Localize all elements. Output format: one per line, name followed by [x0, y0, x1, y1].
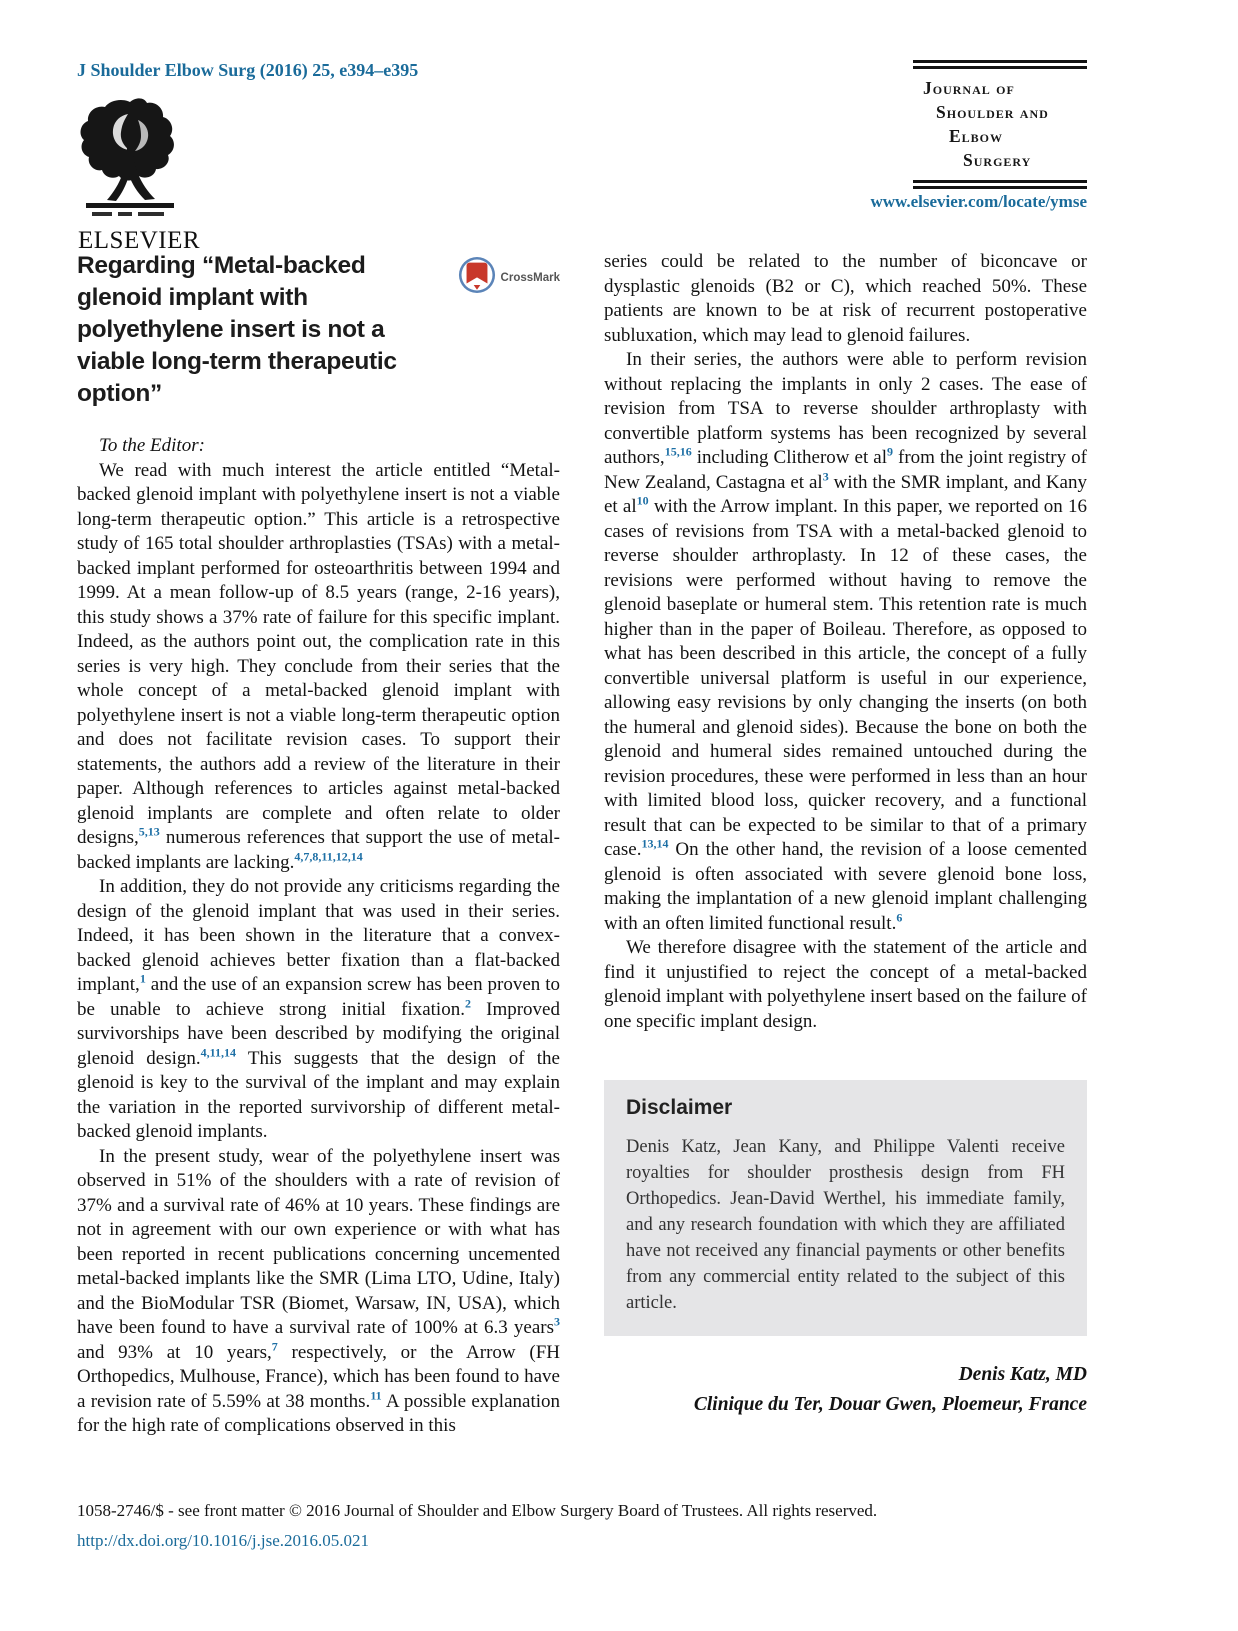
journal-name-line: Surgery — [963, 150, 1032, 170]
reference-link[interactable]: 2 — [464, 996, 471, 1011]
reference-link[interactable]: 9 — [887, 444, 893, 459]
article-body — [77, 250, 1087, 1439]
masthead-bottom-rule — [913, 180, 1087, 189]
salutation: To the Editor: — [99, 435, 205, 456]
left-column — [77, 250, 560, 1439]
paragraph: In addition, they do not provide any criticisms regarding the design of the glenoid implant that was used in their series. Indeed, it has been shown in the literature that a convex-backed glenoid achieves better fixation than a flat-backed implant,$^1$ and the use of an expansion screw has been proven to be unable to achieve strong initial fixation.$^2$ Improved survivorships have been described by modifying the original glenoid design.$^{4,11,14}$ This suggests that the design of the glenoid is key to the survival of the implant and may explain the variation in the reported survivorship of different metal-backed glenoid implants. — [77, 876, 560, 1142]
crossmark-icon[interactable] — [458, 256, 496, 299]
crossmark-badge[interactable] — [458, 256, 560, 299]
footer — [77, 1496, 877, 1556]
masthead-top-rule — [913, 60, 1087, 69]
signature-block — [604, 1360, 1087, 1420]
publisher-name: ELSEVIER — [78, 227, 201, 254]
reference-link[interactable]: 4,11,14 — [200, 1045, 236, 1060]
title-row — [77, 250, 560, 410]
reference-link[interactable]: 7 — [271, 1339, 278, 1354]
journal-name-line: Shoulder and — [936, 102, 1049, 122]
reference-link[interactable]: 10 — [636, 493, 649, 508]
publisher-block — [78, 98, 201, 255]
author-affiliation: Clinique du Ter, Douar Gwen, Ploemeur, France — [693, 1394, 1087, 1415]
journal-website-link[interactable]: www.elsevier.com/locate/ymse — [870, 192, 1087, 211]
disclaimer-text: Denis Katz, Jean Kany, and Philippe Valenti receive royalties for shoulder prosthesis design from FH Orthopedics. Jean-David Werthel, his immediate family, and any research foundation with which they are affiliated have not received any financial payments or other benefits from any commercial entity related to the subject of this article. — [626, 1137, 1065, 1313]
reference-link[interactable]: 3 — [822, 469, 829, 484]
reference-link[interactable]: 1 — [139, 971, 146, 986]
journal-name-line: Journal of — [923, 78, 1015, 98]
paragraph: We therefore disagree with the statement of the article and find it unjustified to reject the concept of a metal-backed glenoid implant with polyethylene insert based on the failure of one specific implant design. — [604, 937, 1087, 1032]
article-title: Regarding “Metal-backed glenoid implant with polyethylene insert is not a viable long-term therapeutic option” — [77, 252, 397, 407]
paragraph: In the present study, wear of the polyethylene insert was observed in 51% of the shoulders with a rate of revision of 37% and a survival rate of 46% at 10 years. These findings are not in agreement with our own experience or with what has been reported in recent publications concerning uncemented metal-backed implants like the SMR (Lima LTO, Udine, Italy) and the BioModular TSR (Biomet, Warsaw, IN, USA), which have been found to have a survival rate of 100% at 6.3 years$^3$ and 93% at 10 years,$^7$ respectively, or the Arrow (FH Orthopedics, Mulhouse, France), which has been found to have a revision rate of 5.59% at 38 months.$^{11}$ A possible explanation for the high rate of complications observed in this — [77, 1145, 560, 1436]
elsevier-tree-icon — [78, 207, 182, 224]
reference-link[interactable]: 13,14 — [641, 836, 669, 851]
reference-link[interactable]: 4,7,8,11,12,14 — [294, 849, 363, 864]
reference-link[interactable]: 11 — [370, 1388, 382, 1403]
author-name: Denis Katz, MD — [958, 1364, 1087, 1385]
reference-link[interactable]: 15,16 — [664, 444, 692, 459]
paragraph: series could be related to the number of biconcave or dysplastic glenoids (B2 or C), which reached 50%. These patients are known to be at risk of recurrent postoperative subluxation, which may lead to glenoid failures. — [604, 251, 1087, 346]
reference-link[interactable]: 5,13 — [138, 824, 160, 839]
reference-link[interactable]: 6 — [896, 910, 903, 925]
journal-citation: J Shoulder Elbow Surg (2016) 25, e394–e395 — [77, 60, 419, 80]
journal-name — [913, 69, 1087, 180]
journal-name-line: Elbow — [949, 126, 1004, 146]
crossmark-label: CrossMark — [500, 271, 560, 284]
copyright-line: 1058-2746/$ - see front matter © 2016 Journal of Shoulder and Elbow Surgery Board of Trustees. All rights reserved. — [77, 1501, 878, 1520]
disclaimer-heading: Disclaimer — [626, 1096, 733, 1119]
paragraph: In their series, the authors were able to perform revision without replacing the implants in only 2 cases. The ease of revision from TSA to reverse shoulder arthroplasty with convertible platform systems has been recognized by several authors,$^{15,16}$ including Clitherow et $al^9$ from the joint registry of New Zealand, Castagna et $al^3$ with the SMR implant, and Kany et $al^{10}$ with the Arrow implant. In this paper, we reported on 16 cases of revisions from TSA with a metal-backed glenoid to reverse shoulder arthroplasty. In 12 of these cases, the revisions were performed without having to remove the glenoid baseplate or humeral stem. This retention rate is much higher than in the paper of Boileau. Therefore, as opposed to what has been described in this article, the concept of a fully convertible universal platform is useful in our experience, allowing easy revisions by only changing the inserts (on both the humeral and glenoid sides). Because the bone on both the glenoid and humeral sides remained untouched during the revision procedures, these were performed in less than an hour with limited blood loss, quicker recovery, and a functional result that can be expected to be similar to that of a primary case.$^{13,14}$ On the other hand, the revision of a loose cemented glenoid is often associated with severe glenoid bone loss, making the implantation of a new glenoid implant challenging with an often limited functional result.$^6$ — [604, 349, 1087, 934]
journal-masthead — [913, 60, 1087, 189]
paragraph: We read with much interest the article entitled “Metal-backed glenoid implant with polyethylene insert is not a viable long-term therapeutic option.” This article is a retrospective study of 165 total shoulder arthroplasties (TSAs) with a metal-backed implant performed for osteoarthritis between 1994 and 1999. At a mean follow-up of 8.5 years (range, 2-16 years), this study shows a 37% rate of failure for this specific implant. Indeed, as the authors point out, the complication rate in this series is very high. They conclude from their series that the whole concept of a metal-backed glenoid implant with polyethylene insert is not a viable long-term therapeutic option and does not facilitate revision cases. To support their statements, the authors add a review of the literature in their paper. Although references to articles against metal-backed glenoid implants are complete and often relate to older designs,$^{5,13}$ numerous references that support the use of metal-backed implants are lacking.$^{4,7,8,11,12,14}$ — [77, 459, 560, 873]
right-column — [604, 250, 1087, 1439]
doi-link[interactable]: http://dx.doi.org/10.1016/j.jse.2016.05.021 — [77, 1531, 369, 1550]
disclaimer-box — [604, 1080, 1087, 1336]
reference-link[interactable]: 3 — [554, 1314, 560, 1329]
